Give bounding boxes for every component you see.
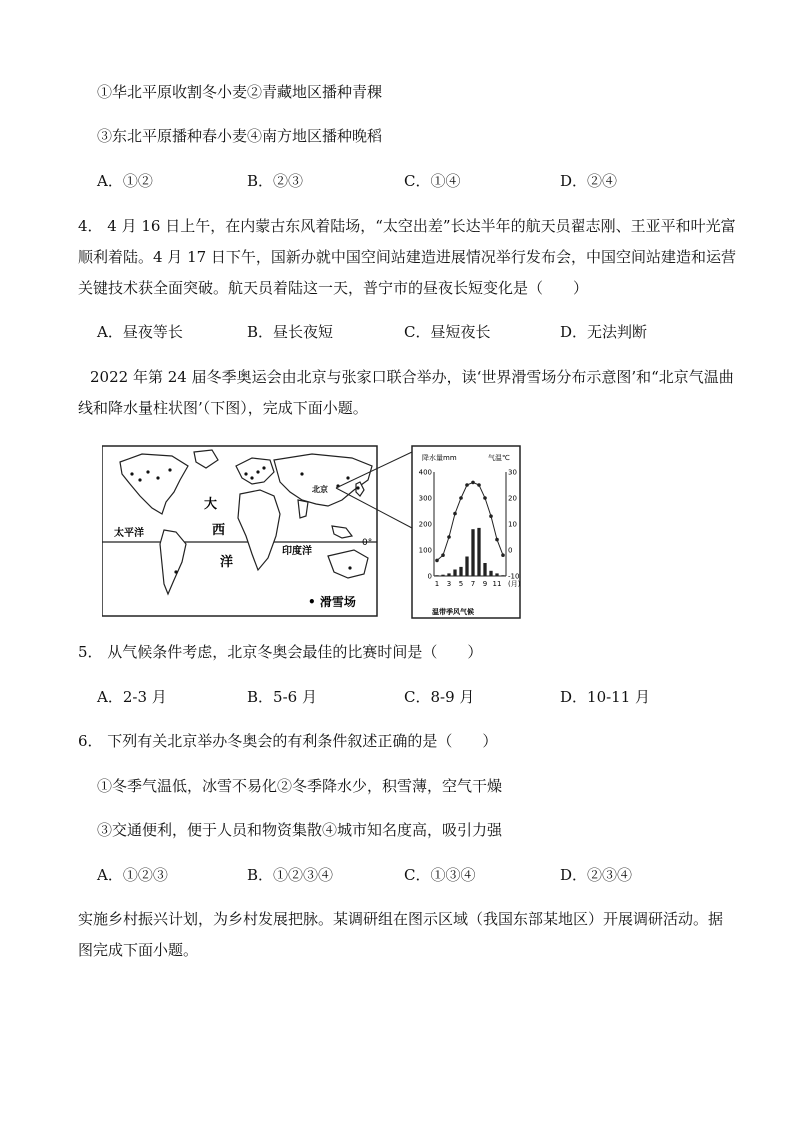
- q6-statement-1: ①冬季气温低，冰雪不易化②冬季降水少，积雪薄，空气干燥: [97, 777, 503, 795]
- climate-left-tick: 200: [418, 520, 432, 529]
- precipitation-bar: [459, 567, 462, 576]
- climate-x-tick: 11: [492, 580, 502, 588]
- q6-option-b[interactable]: B．①②③④: [247, 866, 334, 884]
- temperature-point: [489, 514, 493, 518]
- india: [298, 500, 308, 518]
- precipitation-bar: [435, 575, 438, 576]
- map-label-xi: 西: [212, 523, 226, 538]
- climate-left-tick: 100: [418, 546, 432, 555]
- q5-stem: 5． 从气候条件考虑，北京冬奥会最佳的比赛时间是（ ）: [78, 643, 483, 661]
- q3-option-c[interactable]: C．①④: [404, 172, 461, 190]
- q3-option-d[interactable]: D．②④: [560, 172, 618, 190]
- precipitation-bar: [453, 570, 456, 577]
- climate-left-tick: 0: [427, 572, 432, 581]
- intro2-line-1: 实施乡村振兴计划，为乡村发展把脉。某调研组在图示区域（我国东部某地区）开展调研活动。据: [78, 910, 724, 928]
- temperature-point: [459, 496, 463, 500]
- q5-option-d[interactable]: D．10-11 月: [560, 688, 651, 706]
- q3-option-b[interactable]: B．②③: [247, 172, 304, 190]
- temperature-point: [447, 535, 451, 539]
- climate-caption: 温带季风气候: [432, 608, 474, 616]
- precipitation-bar: [501, 575, 504, 576]
- temperature-point: [477, 483, 481, 487]
- q5-option-b[interactable]: B．5-6 月: [247, 688, 317, 706]
- climate-left-tick: 300: [418, 494, 432, 503]
- q6-option-a[interactable]: A．①②③: [97, 866, 168, 884]
- q3-option-a[interactable]: A．①②: [97, 172, 153, 190]
- precipitation-bar: [477, 528, 480, 576]
- q4-option-a[interactable]: A．昼夜等长: [97, 323, 183, 341]
- temperature-point: [435, 559, 439, 563]
- q3-statement-2: ③东北平原播种春小麦④南方地区播种晚稻: [97, 127, 383, 145]
- q6-option-c[interactable]: C．①③④: [404, 866, 476, 884]
- climate-x-tick: 1: [434, 580, 440, 588]
- temperature-point: [465, 483, 469, 487]
- temperature-point: [453, 512, 457, 516]
- intro2-line-2: 图完成下面小题。: [78, 941, 199, 959]
- map-legend-ski-resort: • 滑雪场: [308, 595, 356, 609]
- temperature-point: [483, 496, 487, 500]
- map-label-pacific: 太平洋: [114, 528, 144, 539]
- climate-x-tick: 5: [458, 580, 464, 588]
- map-label-yang: 洋: [220, 555, 234, 570]
- temperature-point: [501, 553, 505, 557]
- map-label-beijing: 北京: [312, 485, 328, 494]
- q5-option-c[interactable]: C．8-9 月: [404, 688, 475, 706]
- q6-statement-2: ③交通便利，便于人员和物资集散④城市知名度高，吸引力强: [97, 821, 503, 839]
- q4-option-b[interactable]: B．昼长夜短: [247, 323, 334, 341]
- q4-stem-line-3: 关键技术获全面突破。航天员着陆这一天，普宁市的昼夜长短变化是（ ）: [78, 279, 589, 297]
- q4-stem-line-2: 顺利着陆。4 月 17 日下午，国新办就中国空间站建造进展情况举行发布会，中国空间站建造和运营: [78, 248, 736, 266]
- temperature-point: [441, 553, 445, 557]
- q4-stem-line-1: 4． 4 月 16 日上午，在内蒙古东风着陆场，“太空出差”长达半年的航天员翟志刚、王亚平和叶光富: [78, 217, 736, 235]
- precipitation-bar: [471, 529, 474, 576]
- climate-left-tick: 400: [418, 468, 432, 477]
- temperature-point: [495, 538, 499, 542]
- map-label-equator: 0°: [362, 538, 373, 548]
- climate-x-tick: 7: [470, 580, 476, 588]
- climate-right-tick: 0: [508, 546, 513, 555]
- climate-left-axis-label: 降水量mm: [422, 454, 457, 462]
- figure-group: [102, 444, 522, 620]
- precipitation-bar: [495, 573, 498, 576]
- climate-x-tick: 3: [446, 580, 452, 588]
- precipitation-bar: [483, 563, 486, 576]
- climate-right-tick: 10: [508, 520, 517, 529]
- figure-svg: [102, 444, 522, 620]
- climate-right-tick: 30: [508, 468, 517, 477]
- climate-right-axis-label: 气温℃: [488, 454, 510, 462]
- climate-x-tick: 9: [482, 580, 488, 588]
- precipitation-bar: [441, 575, 444, 576]
- intro-line-1: 2022 年第 24 届冬季奥运会由北京与张家口联合举办，读‘世界滑雪场分布示意图’和“北京气温曲: [90, 368, 734, 386]
- precipitation-bar: [447, 573, 450, 576]
- q3-statement-1: ①华北平原收割冬小麦②青藏地区播种青稞: [97, 83, 383, 101]
- climate-right-tick: 20: [508, 494, 517, 503]
- precipitation-bar: [489, 571, 492, 576]
- q6-stem: 6． 下列有关北京举办冬奥会的有利条件叙述正确的是（ ）: [78, 732, 498, 750]
- temperature-point: [471, 481, 475, 485]
- q4-option-c[interactable]: C．昼短夜长: [404, 323, 491, 341]
- intro-line-2: 线和降水量柱状图’（下图），完成下面小题。: [78, 399, 368, 417]
- q5-option-a[interactable]: A．2-3 月: [97, 688, 167, 706]
- climate-right-tick: -10: [508, 572, 520, 581]
- climate-x-tick: (月): [508, 580, 521, 588]
- map-label-da: 大: [204, 497, 218, 512]
- q4-option-d[interactable]: D．无法判断: [560, 323, 648, 341]
- precipitation-bar: [465, 557, 468, 577]
- map-label-indian-ocean: 印度洋: [282, 546, 312, 557]
- q6-option-d[interactable]: D．②③④: [560, 866, 633, 884]
